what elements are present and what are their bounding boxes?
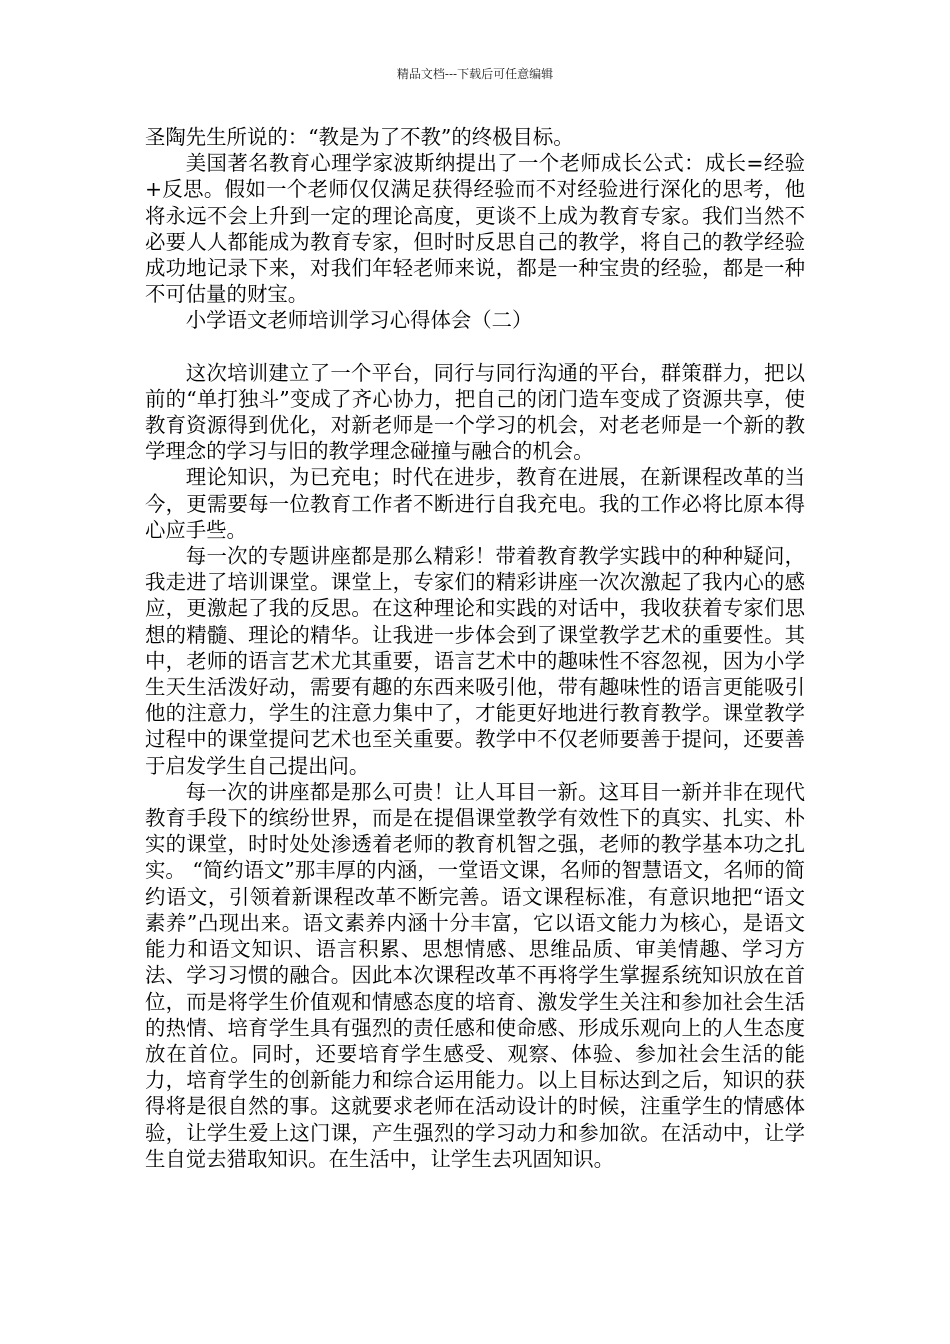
document-body bbox=[145, 124, 805, 1172]
paragraph-lectures-valuable: 每一次的讲座都是那么可贵！让人耳目一新。这耳目一新并非在现代教育手段下的缤纷世界，而是在提倡课堂教学有效性下的真实、扎实、朴实的课堂，时时处处渗透着老师的教育机智之强，老师的教学基本功之扎实。 “简约语文”那丰厚的内涵，一堂语文课，名师的智慧语文，名师的简约语文，引领着新课程改革不断完善。语文课程标准，有意识地把“语文素养”凸现出来。语文素养内涵十分丰富，它以语文能力为核心，是语文能力和语文知识、语言积累、思想情感、思维品质、审美情趣、学习方法、学习习惯的融合。因此本次课程改革不再将学生掌握系统知识放在首位，而是将学生价值观和情感态度的培育、激发学生关注和参加社会生活的热情、培育学生具有强烈的责任感和使命感、形成乐观向上的人生态度放在首位。同时，还要培育学生感受、观察、体验、参加社会生活的能力，培育学生的创新能力和综合运用能力。以上目标达到之后，知识的获得将是很自然的事。这就要求老师在活动设计的时候，注重学生的情感体验，让学生爱上这门课，产生强烈的学习动力和参加欲。在活动中，让学生自觉去猎取知识。在生活中，让学生去巩固知识。 bbox=[145, 779, 805, 1171]
paragraph-growth-formula: 美国著名教育心理学家波斯纳提出了一个老师成长公式：成长=经验+反思。假如一个老师仅仅满足获得经验而不对经验进行深化的思考，他将永远不会上升到一定的理论高度，更谈不上成为教育专家。我们当然不必要人人都能成为教育专家，但时时反思自己的教学，将自己的教学经验成功地记录下来，对我们年轻老师来说，都是一种宝贵的经验，都是一种不可估量的财宝。 bbox=[145, 151, 805, 307]
paragraph-lectures-wonderful: 每一次的专题讲座都是那么精彩！带着教育教学实践中的种种疑问，我走进了培训课堂。课堂上，专家们的精彩讲座一次次激起了我内心的感应，更激起了我的反思。在这种理论和实践的对话中，我收获着专家们思想的精髓、理论的精华。让我进一步体会到了课堂教学艺术的重要性。其中，老师的语言艺术尤其重要，语言艺术中的趣味性不容忽视，因为小学生天生活泼好动，需要有趣的东西来吸引他，带有趣味性的语言更能吸引他的注意力，学生的注意力集中了，才能更好地进行教育教学。课堂教学过程中的课堂提问艺术也至关重要。教学中不仅老师要善于提问，还要善于启发学生自己提出问。 bbox=[145, 544, 805, 778]
paragraph-training-platform: 这次培训建立了一个平台，同行与同行沟通的平台，群策群力，把以前的“单打独斗”变成了齐心协力，把自己的闭门造车变成了资源共享，使教育资源得到优化，对新老师是一个学习的机会，对老老师是一个新的教学理念的学习与旧的教学理念碰撞与融合的机会。 bbox=[145, 360, 805, 464]
paragraph-theory-knowledge: 理论知识，为已充电；时代在进步，教育在进展，在新课程改革的当今，更需要每一位教育工作者不断进行自我充电。我的工作必将比原本得心应手些。 bbox=[145, 465, 805, 542]
paragraph-continuation: 圣陶先生所说的：“教是为了不教”的终极目标。 bbox=[145, 125, 574, 149]
blank-line bbox=[145, 334, 805, 360]
section-heading: 小学语文老师培训学习心得体会（二） bbox=[185, 308, 533, 333]
page-header: 精品文档---下载后可任意编辑 bbox=[396, 67, 554, 81]
